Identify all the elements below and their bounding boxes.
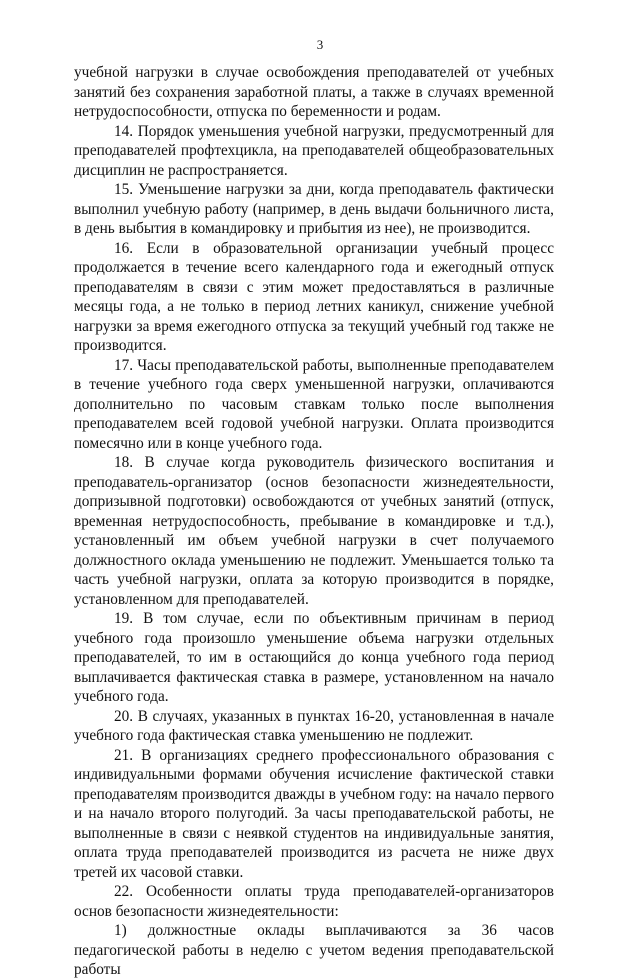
paragraph-19: 19. В том случае, если по объективным причинам в период учебного года произошло уменьшение объема нагрузки отдельных преподавателей, то им в остающийся до конца учебного года период выплачивается фактическая ставка в размере, установленном на начало учебного года. — [74, 610, 554, 705]
paragraph-22: 22. Особенности оплаты труда преподавателей-организаторов основ безопасности жизнедеятельности: — [74, 883, 554, 920]
paragraph-20: 20. В случаях, указанных в пунктах 16-20, установленная в начале учебного года фактическая ставка уменьшению не подлежит. — [74, 707, 554, 744]
paragraph-14: 14. Порядок уменьшения учебной нагрузки, предусмотренный для преподавателей профтехцикла, на преподавателей общеобразовательных дисциплин не распространяется. — [74, 122, 554, 179]
document-body — [74, 63, 554, 980]
paragraph-17: 17. Часы преподавательской работы, выполненные преподавателем в течение учебного года сверх уменьшенной нагрузки, оплачиваются дополнительно по часовым ставкам только после выполнения преподавателем всей годовой учебной нагрузки. Оплата производится помесячно или в конце учебного года. — [74, 356, 554, 452]
paragraph-21: 21. В организациях среднего профессионального образования с индивидуальными формами обучения исчисление фактической ставки преподавателям производится дважды в учебном году: на начало первого и на начало второго полугодий. За часы преподавательской работы, не выполненные в связи с неявкой студентов на индивидуальные занятия, оплата труда преподавателей производится из расчета не ниже двух третей их часовой ставки. — [74, 746, 554, 881]
paragraph-continuation: учебной нагрузки в случае освобождения преподавателей от учебных занятий без сохранения заработной платы, а также в случаях временной нетрудоспособности, отпуска по беременности и родам. — [74, 64, 554, 120]
paragraph-18: 18. В случае когда руководитель физического воспитания и преподаватель-организатор (основ безопасности жизнедеятельности, допризывной подготовки) освобождаются от учебных занятий (отпуск, временная нетрудоспособность, пребывание в командировке и т.д.), установленный им объем учебной нагрузки в счет получаемого должностного оклада уменьшению не подлежит. Уменьшается только та часть учебной нагрузки, оплата за которую производится в порядке, установленном для преподавателей. — [74, 454, 554, 608]
page-number: 3 — [316, 37, 324, 52]
paragraph-22-item-1: 1) должностные оклады выплачиваются за 36 часов педагогической работы в неделю с учетом ведения преподавательской работы — [74, 922, 554, 978]
paragraph-16: 16. Если в образовательной организации учебный процесс продолжается в течение всего календарного года и ежегодный отпуск преподавателям в связи с этим может предоставляться в различные месяцы года, а не только в период летних каникул, снижение учебной нагрузки за время ежегодного отпуска за текущий учебный год также не производится. — [74, 239, 554, 354]
paragraph-15: 15. Уменьшение нагрузки за дни, когда преподаватель фактически выполнил учебную работу (например, в день выдачи больничного листа, в день выбытия в командировку и прибытия из нее), не производится. — [74, 181, 554, 237]
